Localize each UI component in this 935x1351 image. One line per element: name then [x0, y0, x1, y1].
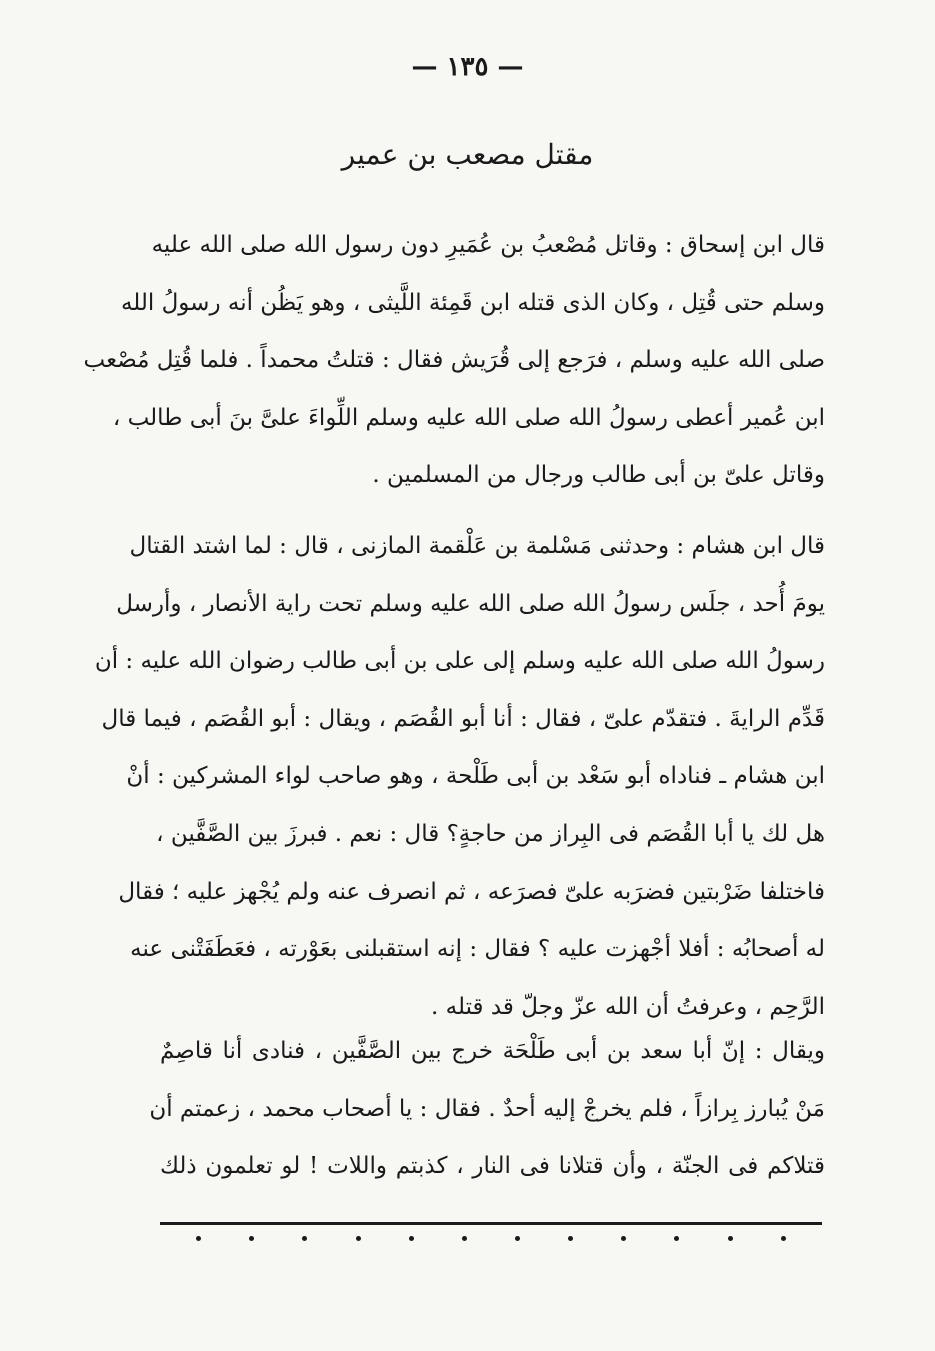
- text-line: ابن هشام ـ فناداه أبو سَعْد بن أبى طَلْحة ، وهو صاحب لواء المشركين : أنْ: [126, 763, 825, 790]
- dot: [249, 1236, 254, 1241]
- paragraph-1: [83, 217, 825, 505]
- text-line: الرَّحِم ، وعرفتُ أن الله عزّ وجلّ قد قتله .: [431, 993, 825, 1020]
- text-line: فاختلفا ضَرْبتين فضرَبه علىّ فصرَعه ، ثم انصرف عنه ولم يُجْهز عليه ؛ فقال: [118, 878, 825, 905]
- text-line: قال ابن هشام : وحدثنى مَسْلمة بن عَلْقمة المازنى ، قال : لما اشتد القتال: [129, 533, 825, 559]
- text-line: مَنْ يُبارز بِرازاً ، فلم يخرجْ إليه أحدٌ . فقال : يا أصحاب محمد ، زعمتم أن: [149, 1095, 825, 1122]
- paragraph-2: [94, 518, 825, 1036]
- text-line: هل لك يا أبا القُصَم فى البِراز من حاجةٍ؟ قال : نعم . فبرزَ بين الصَّفَّين ،: [156, 820, 825, 847]
- text-line: قال ابن إسحاق : وقاتل مُصْعبُ بن عُمَيرِ دون رسول الله صلى الله عليه: [151, 232, 825, 258]
- text-line: قَدِّم الرايةَ . فتقدّم علىّ ، فقال : أنا أبو القُصَم ، ويقال : أبو القُصَم ، فيما قال: [101, 705, 825, 732]
- chapter-title: مقتل مصعب بن عمير: [341, 138, 594, 171]
- text-line: ويقال : إنّ أبا سعد بن أبى طَلْحَة خرج بين الصَّفَّين ، فنادى أنا قاصِمٌ: [160, 1038, 825, 1064]
- page-number: — ١٣٥ —: [411, 52, 524, 82]
- dot: [356, 1236, 361, 1241]
- paragraph-3: [149, 1023, 825, 1196]
- dot: [409, 1236, 414, 1241]
- dot: [515, 1236, 520, 1241]
- text-line: وقاتل علىّ بن أبى طالب ورجال من المسلمين .: [372, 462, 825, 489]
- text-line: يومَ أُحد ، جلَس رسولُ الله صلى الله عليه وسلم تحت راية الأنصار ، وأرسل: [116, 590, 825, 617]
- dot: [568, 1236, 573, 1241]
- text-line: له أصحابُه : أفلا أجْهزت عليه ؟ فقال : إنه استقبلنى بعَوْرته ، فعَطَفَتْنى عنه: [130, 936, 825, 963]
- dot: [621, 1236, 626, 1241]
- dot: [196, 1236, 201, 1241]
- text-line: ابن عُمير أعطى رسولُ الله صلى الله عليه وسلم اللِّواءَ علىَّ بنَ أبى طالب ،: [112, 404, 825, 431]
- dot: [302, 1236, 307, 1241]
- dot: [728, 1236, 733, 1241]
- footer-dots: [160, 1236, 822, 1241]
- text-line: رسولُ الله صلى الله عليه وسلم إلى على بن أبى طالب رضوان الله عليه : أن: [94, 648, 825, 675]
- text-line: صلى الله عليه وسلم ، فرَجع إلى قُرَيش فقال : قتلتُ محمداً . فلما قُتِل مُصْعب: [83, 347, 825, 374]
- dot: [781, 1236, 786, 1241]
- dot: [674, 1236, 679, 1241]
- text-line: وسلم حتى قُتِل ، وكان الذى قتله ابن قَمِئة اللَّيثى ، وهو يَظُن أنه رسولُ الله: [120, 289, 825, 316]
- dot: [462, 1236, 467, 1241]
- footnote-rule: [160, 1222, 822, 1225]
- text-line: قتلاكم فى الجنّة ، وأن قتلانا فى النار ، كذبتم واللات ! لو تعلمون ذلك: [160, 1153, 825, 1180]
